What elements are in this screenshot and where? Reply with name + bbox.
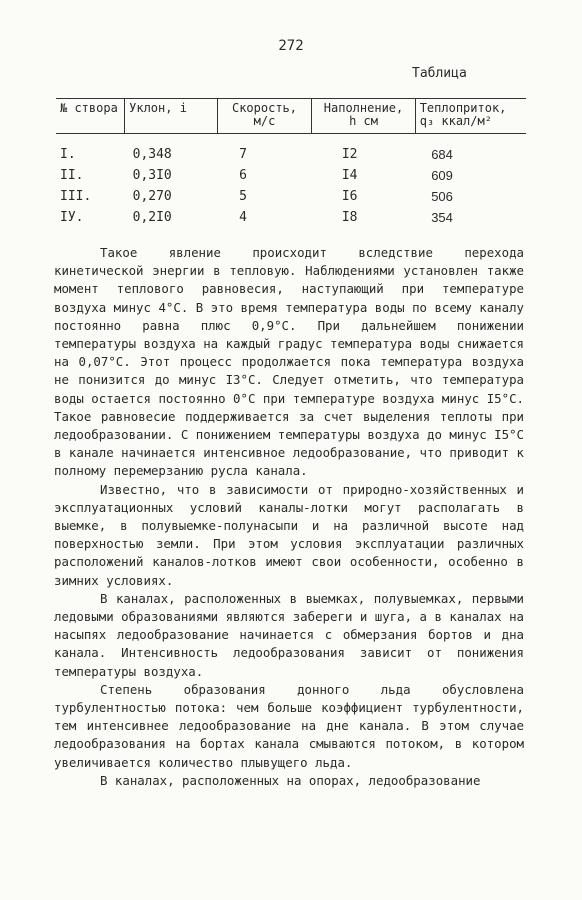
- paragraph: В каналах, расположенных на опорах, ледообразование: [100, 772, 481, 788]
- table-row: [56, 207, 526, 228]
- cell-heat-inflow: 354: [431, 210, 453, 225]
- cell-speed: 5: [239, 189, 247, 204]
- cell-speed: 7: [239, 147, 247, 162]
- cell-slope: 0,270: [132, 189, 172, 204]
- cell-fill: I6: [341, 189, 358, 204]
- table-row: [56, 134, 526, 166]
- page-number: 272: [278, 38, 304, 54]
- cell-station: II.: [60, 168, 84, 183]
- table-title: Таблица: [412, 66, 467, 81]
- header-heat-inflow: Теплоприток, q₃ ккал/м²: [415, 99, 526, 134]
- cell-fill: I4: [341, 168, 358, 183]
- header-speed: Скорость, м/с: [217, 99, 312, 134]
- paragraph: Степень образования донного льда обусловлена турбулентностью потока: чем больше коэффициент турбулентности, тем интенсивнее ледообразование на дне канала. В этом случае ледообразования на бортах канала смываются потоком, в котором увеличивается количество плывущего льда.: [54, 681, 524, 770]
- cell-station: III.: [60, 189, 92, 204]
- table-row: [56, 186, 526, 207]
- cell-heat-inflow: 684: [431, 147, 453, 162]
- cell-heat-inflow: 506: [431, 189, 453, 204]
- paragraph: Известно, что в зависимости от природно-хозяйственных и эксплуатационных условий каналы-лотки могут располагать в выемке, в полувыемке-полунасыпи и на различной высоте над поверхностью земли. При этом условия эксплуатации различных расположений каналов-лотков имеют свои особенности, особенно в зимних условиях.: [54, 481, 524, 588]
- cell-slope: 0,3I0: [132, 168, 172, 183]
- header-station: № створа: [56, 99, 125, 134]
- paragraph: Такое явление происходит вследствие перехода кинетической энергии в тепловую. Наблюдениями установлен также момент теплового равновесия, наступающий при температуре воздуха минус 4°С. В это время температура воды по всему каналу постоянно равна плюс 0,9°С. При дальнейшем понижении температуры воздуха на каждый градус температура воды снижается на 0,07°С. Этот процесс продолжается пока температура воздуха не понизится до минус I3°С. Следует отметить, что температура воды остается постоянно 0°С при температуре воздуха минус I5°С. Такое равновесие поддерживается за счет выделения теплоты при ледообразовании. С понижением температуры воздуха до минус I5°С в канале начинается интенсивное ледообразование, что приводит к полному перемерзанию русла канала.: [54, 245, 524, 479]
- paragraph: В каналах, расположенных в выемках, полувыемках, первыми ледовыми образованиями являются забереги и шуга, а в каналах на насыпях ледообразование начинается с обмерзания бортов и дна канала. Интенсивность ледообразования зависит от понижения температуры воздуха.: [54, 590, 524, 679]
- data-table: [56, 98, 526, 228]
- cell-station: IУ.: [60, 210, 84, 225]
- table-row: [56, 165, 526, 186]
- cell-slope: 0,348: [132, 147, 172, 162]
- cell-fill: I2: [341, 147, 358, 162]
- cell-speed: 6: [239, 168, 247, 183]
- header-fill: Наполнение, h см: [312, 99, 415, 134]
- cell-heat-inflow: 609: [431, 168, 453, 183]
- cell-station: I.: [60, 147, 76, 162]
- body-text: [54, 244, 524, 790]
- cell-fill: I8: [341, 210, 358, 225]
- table-header-row: [56, 99, 526, 134]
- cell-slope: 0,2I0: [132, 210, 172, 225]
- header-slope: Уклон, i: [125, 99, 218, 134]
- cell-speed: 4: [239, 210, 247, 225]
